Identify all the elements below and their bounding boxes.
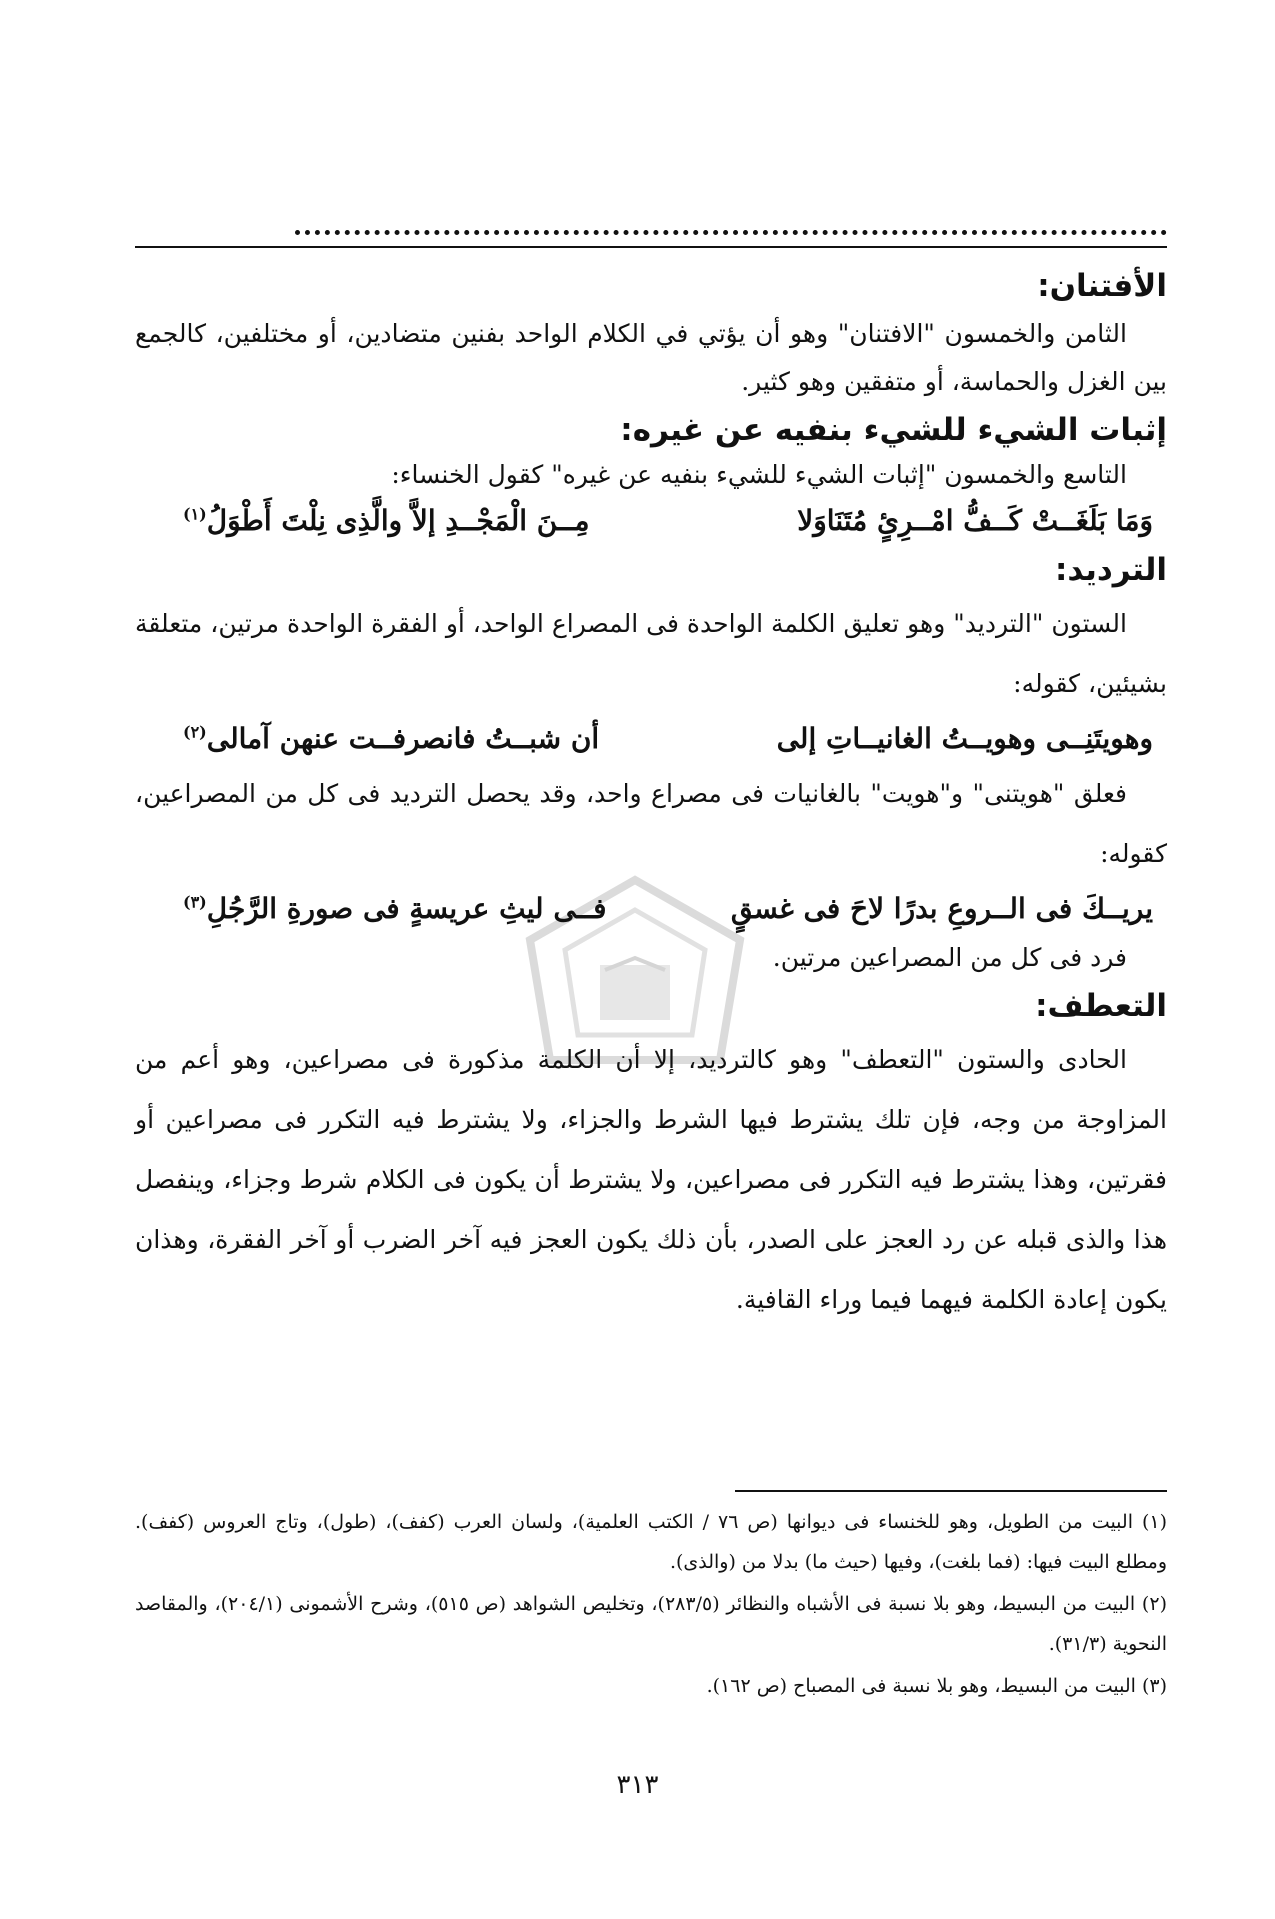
heading-ithbat: إثبات الشيء للشيء بنفيه عن غيره: — [620, 412, 1167, 448]
main-text — [135, 262, 1167, 1330]
heading-tardid: الترديد: — [1054, 552, 1167, 588]
paragraph-taattuf: الحادى والستون "التعطف" وهو كالترديد، إلا أن الكلمة مذكورة فى مصراعين، وهو أعم من المزاوجة من وجه، فإن تلك يشترط فيها الشرط والجزاء، ولا يشترط فيه التكرر فى مصراعين أو فقرتين، وهذا يشترط فيه التكرر فى مصراعين، ولا يشترط أن يكون فى الكلام شرط وجزاء، وينفصل هذا والذى قبله عن رد العجز على الصدر، بأن ذلك يكون العجز فيه آخر الضرب أو آخر الفقرة، وهذان يكون إعادة الكلمة فيهما فيما وراء القافية. — [135, 1045, 1167, 1314]
verse-first-hemistich: وهويتَنِــى وهويــتُ الغانيــاتِ إلى — [776, 722, 1153, 755]
verse-first-hemistich: يريــكَ فى الــروعِ بدرًا لاحَ فى غسقٍ — [730, 892, 1153, 925]
footnotes — [135, 1502, 1167, 1708]
verse-first-hemistich: وَمَا بَلَغَــتْ كَــفُّ امْــرِئٍ مُتَنَاوَلا — [797, 504, 1153, 537]
verse-khansa — [135, 496, 1167, 546]
verse-second-hemistich: مِــنَ الْمَجْــدِ إلاَّ والَّذِى نِلْتَ أَطْوَلُ$^{(١)}$ — [183, 504, 590, 537]
footnote-3: (٣) البيت من البسيط، وهو بلا نسبة فى المصباح (ص ١٦٢). — [706, 1675, 1167, 1697]
verse-tardid-2 — [135, 884, 1167, 934]
page-number: ٣١٣ — [616, 1770, 659, 1800]
paragraph-iftinan: الثامن والخمسون "الافتنان" وهو أن يؤتي في الكلام الواحد بفنين متضادين، أو مختلفين، كالجمع بين الغزل والحماسة، أو متفقين وهو كثير. — [135, 319, 1167, 396]
verse-tardid-1 — [135, 714, 1167, 764]
heading-iftinan: الأفتنان: — [1037, 268, 1167, 304]
paragraph-tardid: الستون "الترديد" وهو تعليق الكلمة الواحدة فى المصراع الواحد، أو الفقرة الواحدة مرتين، متعلقة بشيئين، كقوله: — [135, 609, 1167, 698]
verse-second-hemistich: فــى ليثِ عريسةٍ فى صورةِ الرَّجُلِ$^{(٣)}$ — [183, 892, 607, 925]
paragraph-ithbat: التاسع والخمسون "إثبات الشيء للشيء بنفيه عن غيره" كقول الخنساء: — [391, 460, 1127, 489]
footnotes-rule — [735, 1490, 1167, 1492]
verse-second-hemistich: أن شبــتُ فانصرفــت عنهن آمالى$^{(٢)}$ — [183, 722, 600, 755]
header-solid-rule — [135, 246, 1167, 248]
paragraph-tardid-explanation: فعلق "هويتنى" و"هويت" بالغانيات فى مصراع واحد، وقد يحصل الترديد فى كل من المصراعين، كقوله: — [135, 779, 1167, 868]
footnote-2: (٢) البيت من البسيط، وهو بلا نسبة فى الأشباه والنظائر (٢٨٣/٥)، وتخليص الشواهد (ص ٥١٥)، وشرح الأشمونى (٢٠٤/١)، والمقاصد النحوية (٣١/٣). — [135, 1593, 1167, 1655]
footnote-ref-1: (١) — [183, 504, 207, 524]
footnote-ref-2: (٢) — [183, 722, 207, 742]
heading-taattuf: التعطف: — [1035, 988, 1167, 1024]
footnote-1: (١) البيت من الطويل، وهو للخنساء فى ديوانها (ص ٧٦ / الكتب العلمية)، ولسان العرب (كفف)، (طول)، وتاج العروس (كفف). ومطلع البيت فيها: (فما بلغت)، وفيها (حيث ما) بدلا من (والذى). — [135, 1511, 1167, 1573]
paragraph-tardid-final: فرد فى كل من المصراعين مرتين. — [772, 943, 1127, 972]
header-dotted-rule — [295, 230, 1167, 235]
footnote-ref-3: (٣) — [183, 892, 207, 912]
